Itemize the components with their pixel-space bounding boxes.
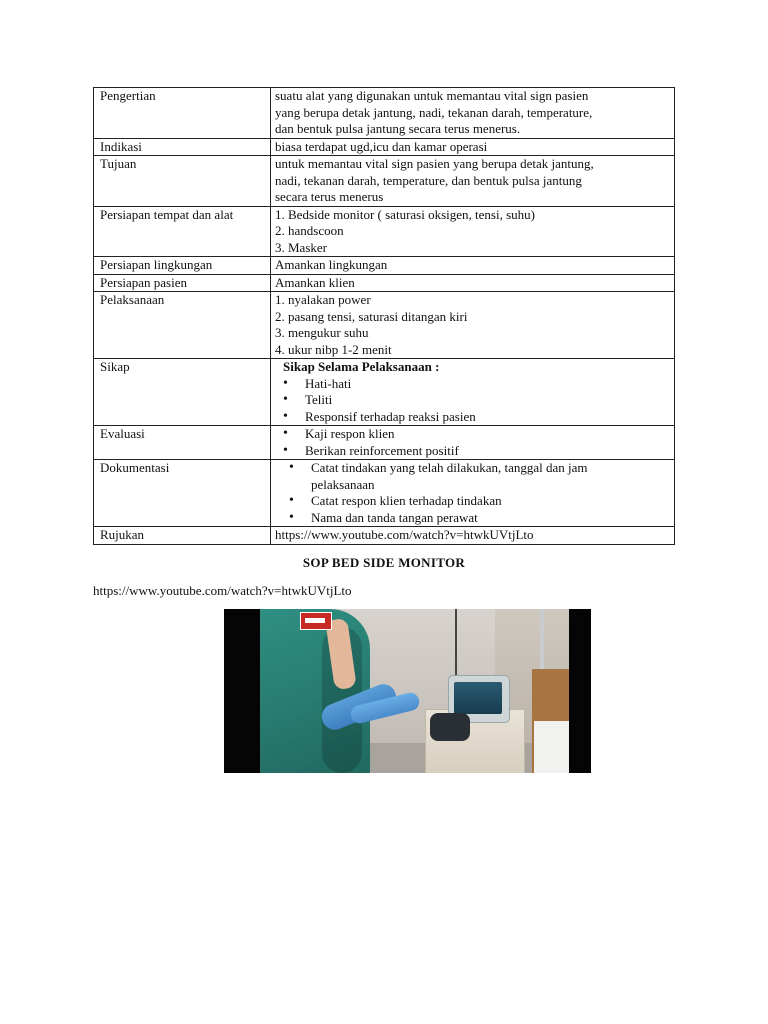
- content-line: yang berupa detak jantung, nadi, tekanan darah, temperature,: [275, 104, 593, 120]
- bp-cuff-image: [430, 713, 470, 741]
- list-item: • Catat tindakan yang telah dilakukan, tanggal dan jam pelaksanaan: [275, 460, 595, 493]
- row-content: [271, 426, 675, 460]
- content-line: dan bentuk pulsa jantung secara terus menerus.: [275, 121, 521, 136]
- row-content: [271, 156, 675, 207]
- table-row: [94, 527, 675, 545]
- row-content: [271, 274, 675, 292]
- row-label: Rujukan: [94, 527, 271, 545]
- sop-table: [93, 87, 675, 545]
- table-row: [94, 274, 675, 292]
- sikap-heading: Sikap Selama Pelaksanaan :: [283, 359, 440, 374]
- row-content: [271, 292, 675, 359]
- list-item: • Kaji respon klien: [275, 426, 670, 443]
- table-row: [94, 206, 675, 257]
- table-row: [94, 460, 675, 527]
- row-content: [271, 359, 675, 426]
- content-line: untuk memantau vital sign pasien yang berupa detak jantung,: [275, 156, 594, 171]
- row-content: [271, 460, 675, 527]
- table-row: [94, 359, 675, 426]
- content-line: Amankan klien: [275, 274, 355, 290]
- row-label: Tujuan: [94, 156, 271, 207]
- row-content: [271, 88, 675, 139]
- row-content: [271, 206, 675, 257]
- row-label: Persiapan pasien: [94, 274, 271, 292]
- content-line: 4. ukur nibp 1-2 menit: [275, 341, 392, 357]
- channel-logo-icon: [300, 612, 332, 630]
- reference-link[interactable]: https://www.youtube.com/watch?v=htwkUVtjLto: [275, 527, 534, 542]
- content-line: 1. nyalakan power: [275, 292, 371, 307]
- content-line: 3. Masker: [275, 239, 327, 255]
- row-label: Sikap: [94, 359, 271, 426]
- document-title: SOP BED SIDE MONITOR: [302, 555, 466, 570]
- bullet-list: [275, 426, 670, 459]
- video-scene-image: [260, 609, 569, 773]
- content-line: biasa terdapat ugd,icu dan kamar operasi: [275, 138, 488, 154]
- table-row: [94, 426, 675, 460]
- table-row: [94, 156, 675, 207]
- content-line: secara terus menerus: [275, 189, 384, 204]
- row-content: [271, 257, 675, 275]
- content-line: nadi, tekanan darah, temperature, dan bentuk pulsa jantung: [275, 172, 582, 188]
- table-row: [94, 292, 675, 359]
- bullet-list: [275, 460, 595, 526]
- list-item: • Responsif terhadap reaksi pasien: [275, 409, 670, 426]
- row-label: Persiapan lingkungan: [94, 257, 271, 275]
- content-line: suatu alat yang digunakan untuk memantau vital sign pasien: [275, 88, 589, 103]
- table-row: [94, 138, 675, 156]
- row-content: [271, 527, 675, 545]
- row-label: Pelaksanaan: [94, 292, 271, 359]
- list-item: • Berikan reinforcement positif: [275, 443, 670, 460]
- content-line: Amankan lingkungan: [275, 257, 388, 272]
- list-item: • Nama dan tanda tangan perawat: [275, 510, 595, 527]
- row-content: [271, 138, 675, 156]
- list-item: • Teliti: [275, 392, 670, 409]
- row-label: Pengertian: [94, 88, 271, 139]
- table-row: [94, 257, 675, 275]
- row-label: Persiapan tempat dan alat: [94, 206, 271, 257]
- list-item: • Catat respon klien terhadap tindakan: [275, 493, 595, 510]
- content-line: 2. handscoon: [275, 223, 344, 238]
- video-url-link[interactable]: https://www.youtube.com/watch?v=htwkUVtjLto: [93, 583, 352, 598]
- table-row: [94, 88, 675, 139]
- content-line: 3. mengukur suhu: [275, 325, 369, 340]
- content-line: 1. Bedside monitor ( saturasi oksigen, tensi, suhu): [275, 206, 535, 222]
- video-thumbnail[interactable]: [224, 609, 591, 773]
- row-label: Dokumentasi: [94, 460, 271, 527]
- row-label: Evaluasi: [94, 426, 271, 460]
- content-line: 2. pasang tensi, saturasi ditangan kiri: [275, 308, 468, 324]
- row-label: Indikasi: [94, 138, 271, 156]
- list-item: • Hati-hati: [275, 376, 670, 393]
- bullet-list: [275, 376, 670, 426]
